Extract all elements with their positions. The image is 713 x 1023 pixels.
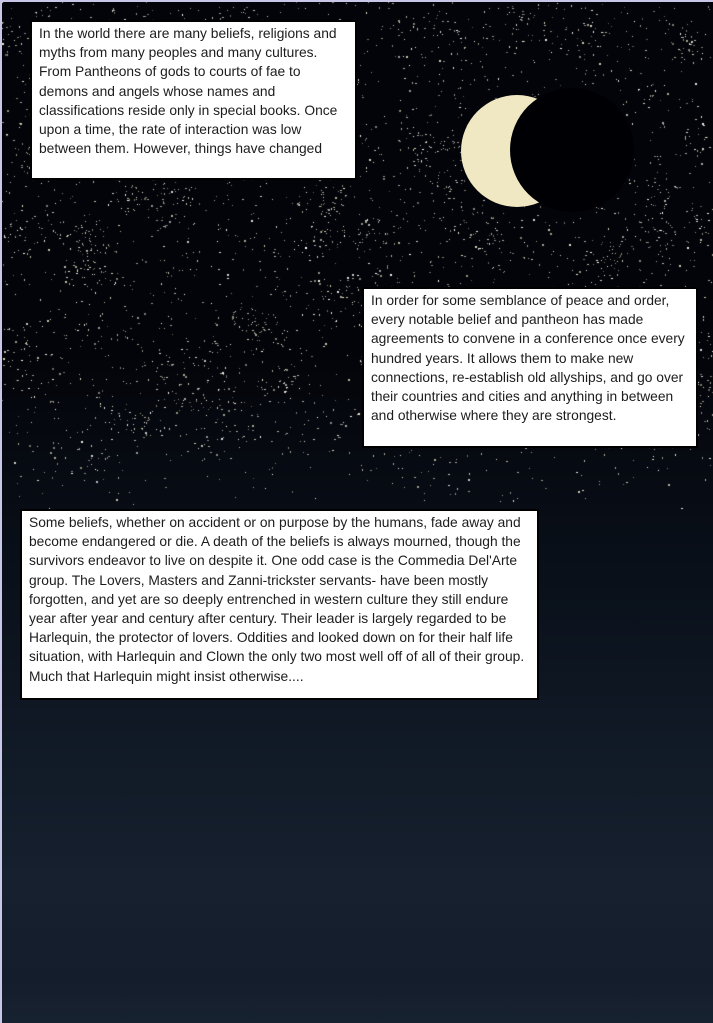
moon-shadow-disc bbox=[510, 88, 634, 212]
narration-box-conference bbox=[362, 287, 698, 448]
narration-box-intro bbox=[30, 20, 357, 180]
narration-text: In the world there are many beliefs, religions and myths from many peoples and many cultures. From Pantheons of gods to courts of fae to demons and angels whose names and classifications reside only in special books. Once upon a time, the rate of interaction was low between them. However, things have changed bbox=[39, 26, 338, 157]
narration-text: In order for some semblance of peace and order, every notable belief and pantheon has made agreements to convene in a conference once every hundred years. It allows them to make new connections, re-establish old allyships, and go over their countries and cities and anything in between and otherwise where they are strongest. bbox=[371, 293, 685, 424]
crescent-moon-illustration bbox=[440, 75, 650, 225]
page-edge-left bbox=[0, 0, 2, 1023]
page-edge-top bbox=[0, 0, 713, 2]
narration-text: Some beliefs, whether on accident or on purpose by the humans, fade away and become endangered or die. A death of the beliefs is always mourned, though the survivors endeavor to live on despite it. One odd case is the Commedia Del'Arte group. The Lovers, Masters and Zanni-trickster servants- have been mostly forgotten, and yet are so deeply entrenched in western culture they still endure year after year and century after century. Their leader is largely regarded to be Harlequin, the protector of lovers. Oddities and looked down on for their half life situation, with Harlequin and Clown the only two most well off of all of their group. Much that Harlequin might insist otherwise.... bbox=[29, 515, 525, 684]
narration-box-commedia bbox=[20, 509, 539, 700]
